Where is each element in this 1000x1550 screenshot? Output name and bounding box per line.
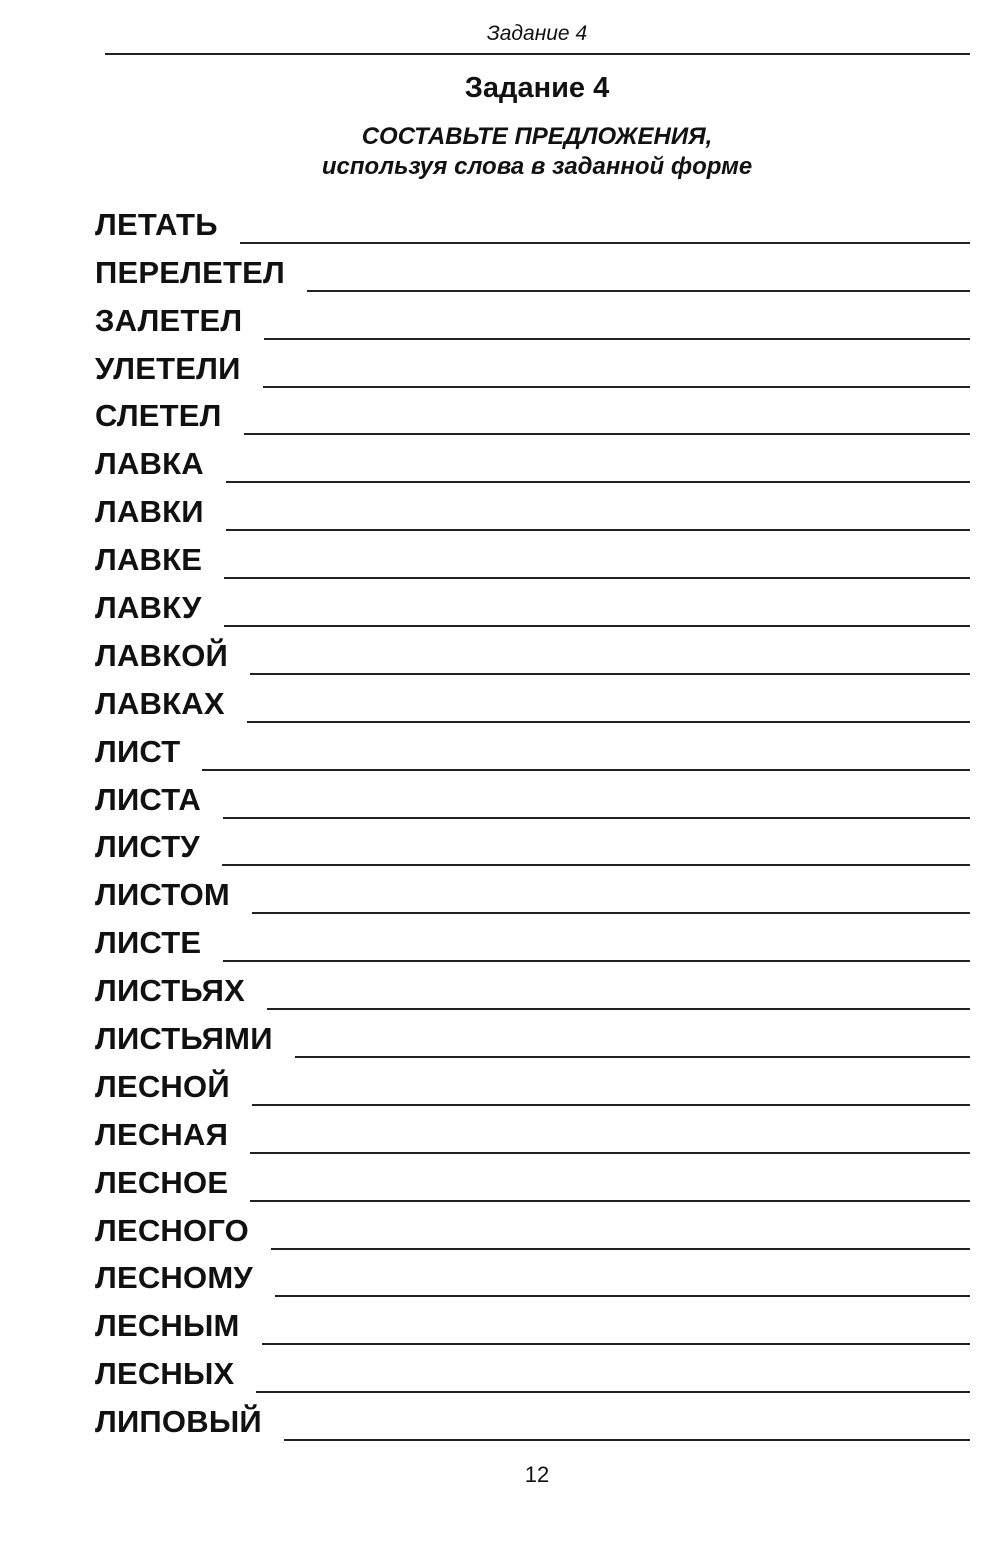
exercise-row — [95, 914, 970, 962]
answer-line[interactable] — [223, 960, 970, 962]
exercise-rows — [95, 196, 970, 1441]
answer-line[interactable] — [226, 481, 970, 483]
exercise-row — [95, 723, 970, 771]
answer-line[interactable] — [262, 1343, 970, 1345]
exercise-row — [95, 1393, 970, 1441]
exercise-word: ЛАВКАХ — [95, 685, 225, 721]
exercise-row — [95, 1250, 970, 1298]
answer-line[interactable] — [271, 1248, 970, 1250]
exercise-row — [95, 483, 970, 531]
exercise-row — [95, 292, 970, 340]
exercise-word: ЛИСТЕ — [95, 925, 202, 961]
answer-line[interactable] — [226, 529, 970, 531]
answer-line[interactable] — [307, 290, 970, 292]
exercise-word: ЛЕСНЫХ — [95, 1356, 235, 1392]
exercise-row — [95, 579, 970, 627]
exercise-row — [95, 1154, 970, 1202]
instruction-line-2: используя слова в заданной форме — [321, 153, 753, 180]
exercise-word: ЛАВКОЙ — [95, 637, 229, 673]
exercise-word: ЛЕСНОМУ — [95, 1260, 253, 1296]
answer-line[interactable] — [202, 769, 970, 771]
exercise-word: ЛИСТЬЯХ — [95, 973, 246, 1009]
answer-line[interactable] — [264, 338, 970, 340]
exercise-row — [95, 1345, 970, 1393]
answer-line[interactable] — [284, 1439, 970, 1441]
answer-line[interactable] — [250, 1152, 970, 1154]
answer-line[interactable] — [256, 1391, 970, 1393]
exercise-row — [95, 196, 970, 244]
exercise-row — [95, 340, 970, 388]
answer-line[interactable] — [224, 577, 970, 579]
answer-line[interactable] — [295, 1056, 970, 1058]
answer-line[interactable] — [275, 1295, 970, 1297]
header-rule — [105, 53, 970, 55]
running-header: Задание 4 — [486, 22, 588, 45]
exercise-word: ЛЕТАТЬ — [95, 206, 218, 242]
exercise-row — [95, 244, 970, 292]
exercise-row — [95, 866, 970, 914]
task-title: Задание 4 — [464, 72, 610, 104]
answer-line[interactable] — [240, 242, 970, 244]
exercise-row — [95, 388, 970, 436]
exercise-row — [95, 1297, 970, 1345]
exercise-word: СЛЕТЕЛ — [95, 398, 222, 434]
answer-line[interactable] — [263, 386, 970, 388]
instruction-line-1: СОСТАВЬТЕ ПРЕДЛОЖЕНИЯ, — [361, 123, 713, 150]
answer-line[interactable] — [250, 1200, 970, 1202]
exercise-row — [95, 1106, 970, 1154]
exercise-word: ЛЕСНОЕ — [95, 1164, 229, 1200]
exercise-word: ЛИСТА — [95, 781, 202, 817]
answer-line[interactable] — [223, 817, 970, 819]
exercise-word: ЛАВКИ — [95, 494, 204, 530]
exercise-row — [95, 771, 970, 819]
exercise-word: ЛИСТ — [95, 733, 181, 769]
answer-line[interactable] — [247, 721, 970, 723]
page-number: 12 — [524, 1462, 550, 1487]
exercise-row — [95, 627, 970, 675]
answer-line[interactable] — [250, 673, 970, 675]
exercise-word: ЛИПОВЫЙ — [95, 1404, 262, 1440]
exercise-word: УЛЕТЕЛИ — [95, 350, 241, 386]
answer-line[interactable] — [267, 1008, 970, 1010]
exercise-word: ЛИСТОМ — [95, 877, 230, 913]
exercise-word: ЛАВКЕ — [95, 542, 203, 578]
exercise-word: ЛАВКУ — [95, 590, 202, 626]
exercise-word: ЛЕСНОГО — [95, 1212, 249, 1248]
exercise-word: ЛЕСНОЙ — [95, 1068, 230, 1104]
exercise-row — [95, 435, 970, 483]
exercise-word: ЗАЛЕТЕЛ — [95, 302, 243, 338]
task-instruction — [0, 122, 1000, 182]
exercise-row — [95, 1058, 970, 1106]
exercise-word: ЛИСТЬЯМИ — [95, 1021, 273, 1057]
answer-line[interactable] — [252, 1104, 970, 1106]
exercise-row — [95, 675, 970, 723]
exercise-word: ЛИСТУ — [95, 829, 200, 865]
exercise-row — [95, 1010, 970, 1058]
answer-line[interactable] — [252, 912, 970, 914]
answer-line[interactable] — [222, 864, 970, 866]
exercise-row — [95, 1202, 970, 1250]
exercise-word: ЛАВКА — [95, 446, 204, 482]
exercise-row — [95, 962, 970, 1010]
exercise-word: ЛЕСНАЯ — [95, 1116, 229, 1152]
exercise-word: ЛЕСНЫМ — [95, 1308, 240, 1344]
exercise-row — [95, 819, 970, 867]
exercise-row — [95, 531, 970, 579]
answer-line[interactable] — [244, 433, 970, 435]
exercise-word: ПЕРЕЛЕТЕЛ — [95, 254, 285, 290]
answer-line[interactable] — [224, 625, 970, 627]
